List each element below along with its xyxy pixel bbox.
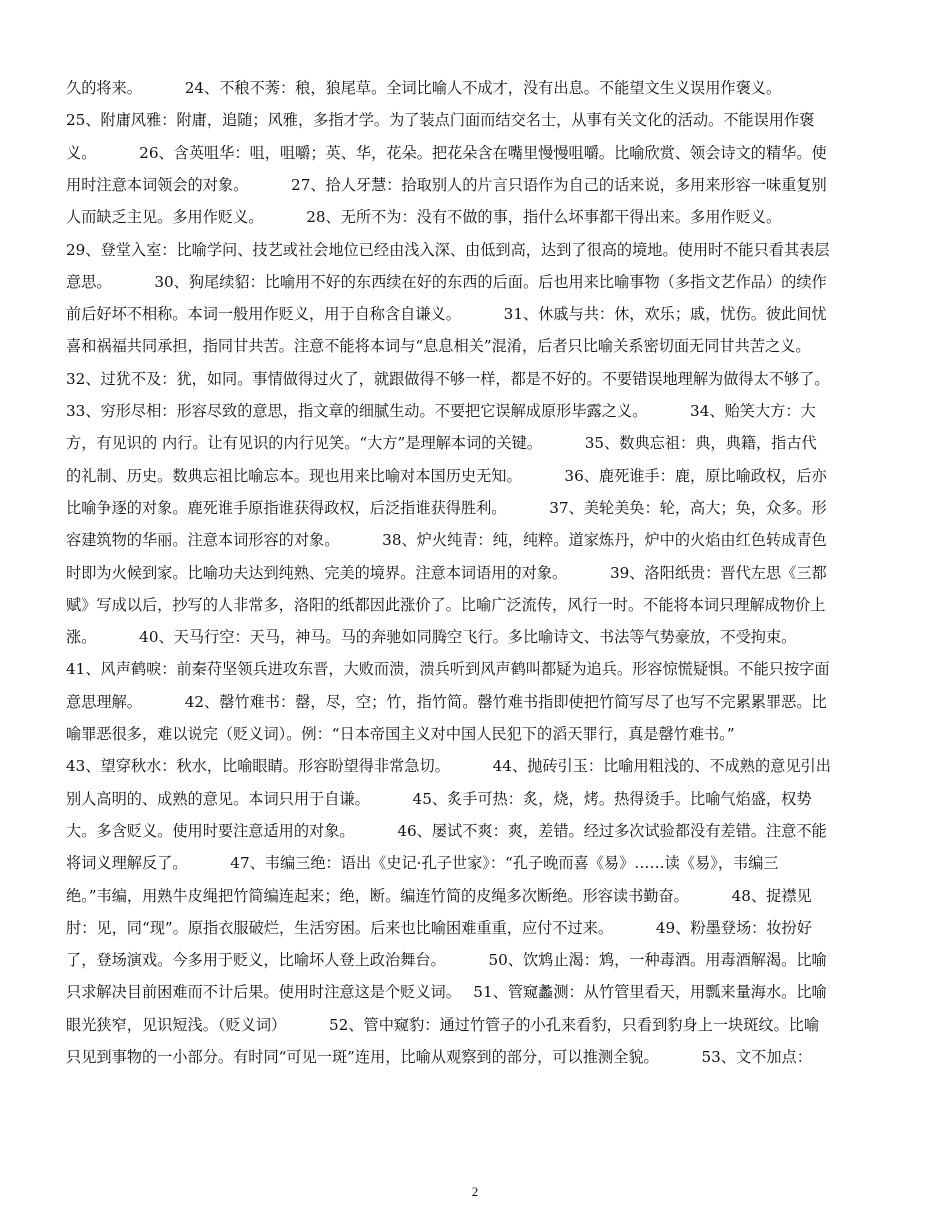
text-line: 方，有见识的 内行。让有见识的内行见笑。“大方”是理解本词的关键。 35、数典忘祖：典，典籍，指古代 (66, 434, 817, 453)
text-line: 义。 26、含英咀华：咀，咀嚼；英、华，花朵。把花朵含在嘴里慢慢咀嚼。比喻欣赏、领会诗文的精华。使 (66, 143, 827, 162)
text-line: 久的将来。 24、不稂不莠：稂，狼尾草。全词比喻人不成才，没有出息。不能望文生义误用作褒义。 (66, 79, 782, 97)
text-line: 容建筑物的华丽。注意本词形容的对象。 38、炉火纯青：纯，纯粹。道家炼丹，炉中的火焰由红色转成青色 (66, 531, 827, 550)
text-line: 25、附庸风雅：附庸，追随；风雅，多指才学。为了装点门面而结交名士，从事有关文化的活动。不能误用作褒 (66, 111, 815, 130)
text-line: 人而缺乏主见。多用作贬义。 28、无所不为：没有不做的事，指什么坏事都干得出来。多用作贬义。 (66, 208, 782, 227)
text-line: 用时注意本词领会的对象。 27、拾人牙慧：拾取别人的片言只语作为自己的话来说，多用来形容一味重复别 (66, 175, 827, 194)
page-number: 2 (471, 1184, 479, 1199)
text-line: 29、登堂入室：比喻学问、技艺或社会地位已经由浅入深、由低到高，达到了很高的境地。使用时不能只看其表层 (66, 240, 830, 259)
text-line: 将词义理解反了。 47、韦编三绝：语出《史记·孔子世家》：“孔子晚而喜《易》……读《易》，韦编三 (66, 854, 779, 873)
text-line: 只求解决目前困难而不计后果。使用时注意这是个贬义词。 51、管窥蠡测：从竹管里看天，用瓢来量海水。比喻 (66, 983, 827, 1002)
text-line: 的礼制、历史。数典忘祖比喻忘本。现也用来比喻对本国历史无知。 36、鹿死谁手：鹿，原比喻政权，后亦 (66, 466, 827, 485)
text-line: 赋》写成以后，抄写的人非常多，洛阳的纸都因此涨价了。比喻广泛流传，风行一时。不能将本词只理解成物价上 (66, 595, 826, 614)
text-line: 眼光狭窄，见识短浅。（贬义词） 52、管中窥豹：通过竹管子的小孔来看豹，只看到豹身上一块斑纹。比喻 (66, 1015, 820, 1034)
text-line: 喻罪恶很多，难以说完（贬义词）。例：“日本帝国主义对中国人民犯下的滔天罪行，真是罄竹难书。” (66, 725, 735, 743)
text-line: 喜和祸福共同承担，指同甘共苦。注意不能将本词与“息息相关”混淆，后者只比喻关系密切面无同甘共苦之义。 (66, 337, 811, 356)
text-line: 别人高明的、成熟的意见。本词只用于自谦。 45、炙手可热：炙，烧，烤。热得烫手。比喻气焰盛，权势 (66, 789, 812, 808)
text-line: 41、风声鹤唳：前秦苻坚领兵进攻东晋，大败而溃，溃兵听到风声鹤叫都疑为追兵。形容惊慌疑惧。不能只按字面 (66, 660, 830, 679)
text-line: 比喻争逐的对象。鹿死谁手原指谁获得政权，后泛指谁获得胜利。 37、美轮美奂：轮，高大；奂，众多。形 (66, 498, 827, 517)
text-line: 了，登场演戏。今多用于贬义，比喻坏人登上政治舞台。 50、饮鸩止渴：鸩，一种毒酒。用毒酒解渴。比喻 (66, 951, 827, 970)
text-line: 时即为火候到家。比喻功夫达到纯熟、完美的境界。注意本词语用的对象。 39、洛阳纸贵：晋代左思《三都 (66, 563, 827, 582)
text-line: 33、穷形尽相：形容尽致的意思，指文章的细腻生动。不要把它误解成原形毕露之义。 34、贻笑大方：大 (66, 402, 816, 420)
text-line: 大。多含贬义。使用时要注意适用的对象。 46、屡试不爽：爽，差错。经过多次试验都没有差错。注意不能 (66, 821, 827, 840)
text-line: 43、望穿秋水：秋水，比喻眼睛。形容盼望得非常急切。 44、抛砖引玉：比喻用粗浅的、不成熟的意见引出 (66, 757, 831, 776)
text-line: 绝。”韦编，用熟牛皮绳把竹简编连起来；绝，断。编连竹简的皮绳多次断绝。形容读书勤奋。 48、捉襟见 (66, 886, 812, 905)
text-line: 意思。 30、狗尾续貂：比喻用不好的东西续在好的东西的后面。后也用来比喻事物（多指文艺作品）的续作 (66, 272, 827, 291)
text-line: 肘：见，同“现”。原指衣服破烂，生活穷困。后来也比喻困难重重，应付不过来。 49、粉墨登场：妆扮好 (66, 918, 812, 937)
text-line: 32、过犹不及：犹，如同。事情做得过火了，就跟做得不够一样，都是不好的。不要错误地理解为做得太不够了。 (66, 369, 830, 388)
text-line: 只见到事物的一小部分。有时同“可见一斑”连用，比喻从观察到的部分，可以推测全貌。 53、文不加点： (66, 1048, 812, 1066)
text-line: 意思理解。 42、罄竹难书：罄，尽，空；竹，指竹简。罄竹难书指即使把竹简写尽了也写不完累累罪恶。比 (66, 692, 827, 711)
text-line: 前后好坏不相称。本词一般用作贬义，用于自称含自谦义。 31、休戚与共：休，欢乐；戚，忧伤。彼此间忧 (66, 305, 827, 324)
text-line: 涨。 40、天马行空：天马，神马。马的奔驰如同腾空飞行。多比喻诗文、书法等气势豪放，不受拘束。 (66, 628, 797, 647)
